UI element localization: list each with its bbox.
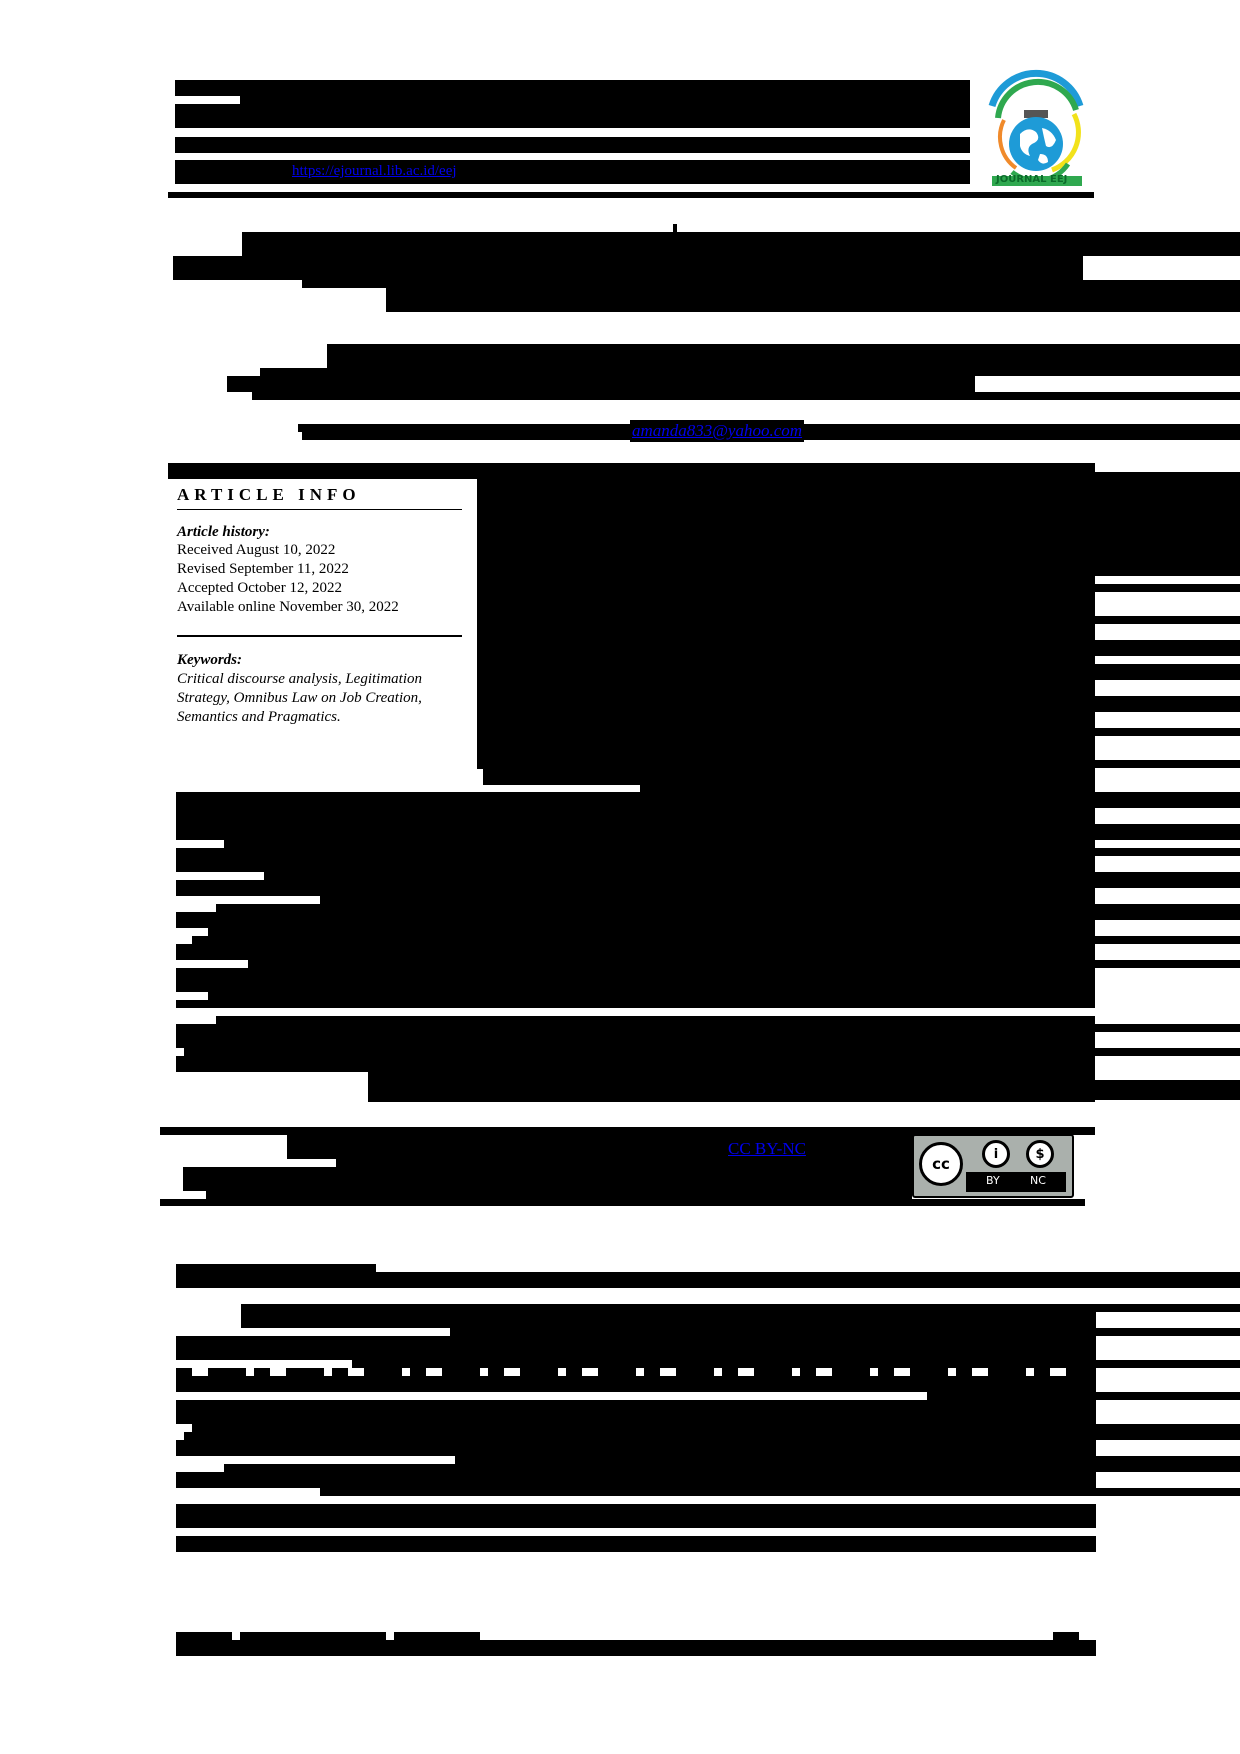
footer-redaction-2: [176, 1640, 1096, 1656]
license-text-4: [206, 1191, 912, 1199]
history-revised: Revised September 11, 2022: [177, 561, 349, 577]
abstract-lower-20: [368, 1072, 1095, 1080]
intro-line-17: [176, 1504, 1096, 1528]
abstract-lower-6: [320, 896, 1095, 904]
header-redaction-3: [240, 96, 970, 104]
abstract-redaction-right: [1095, 472, 1240, 576]
abstract-bottom-rule: [368, 1080, 1095, 1102]
abstract-lower-1: [176, 792, 1095, 840]
right-stripe-10: [1095, 1080, 1240, 1100]
article-info-heading: ARTICLE INFO: [177, 485, 361, 504]
author-names-2: [327, 352, 1240, 368]
abstract-lower-5: [176, 880, 1095, 896]
intro-line-0: [176, 1272, 1240, 1288]
abstract-lower-17: [176, 1024, 1095, 1048]
abstract-lower-2: [224, 840, 1095, 848]
intro-line-8: [927, 1392, 1240, 1400]
abstract-lower-8: [176, 912, 1095, 928]
email-link[interactable]: amanda833@yahoo.com: [632, 421, 803, 440]
abstract-lower-7: [216, 904, 1095, 912]
title-line-2b: [1083, 256, 1240, 280]
author-affil-2: [227, 376, 975, 392]
intro-line-4: [176, 1336, 1096, 1360]
abstract-r2: [1095, 616, 1240, 624]
intro-line-16: [320, 1488, 1240, 1496]
logo-caption: JOURNAL EEJ: [996, 174, 1068, 185]
intro-line-14: [224, 1464, 1240, 1472]
license-text-3: [183, 1167, 912, 1191]
intro-line-6: [176, 1368, 1096, 1376]
title-tick: [673, 224, 677, 232]
abstract-lower-19: [176, 1056, 1095, 1072]
intro-line-18: [176, 1536, 1096, 1552]
abstract-r6: [1095, 728, 1240, 736]
intro-line-10: [192, 1424, 1240, 1432]
history-received: Received August 10, 2022: [177, 542, 336, 558]
journal-url-link[interactable]: https://ejournal.lib.ac.id/eej: [290, 160, 459, 182]
article-info-panel: [175, 480, 465, 765]
intro-line-12: [176, 1440, 1096, 1456]
globe-icon: [982, 68, 1090, 188]
abstract-lower-4: [264, 872, 1095, 880]
abstract-tail-1: [483, 769, 1095, 785]
abstract-lower-13: [176, 968, 1095, 992]
by-attribution-icon: i: [982, 1140, 1010, 1168]
right-stripe-2: [1095, 824, 1240, 840]
abstract-r1: [1095, 584, 1240, 592]
title-line-1: [242, 232, 1240, 256]
journal-logo: [982, 68, 1090, 188]
intro-line-9: [176, 1400, 1096, 1424]
license-rule-bottom: [160, 1199, 1085, 1206]
keywords-line-3: Semantics and Pragmatics.: [177, 709, 341, 725]
abstract-redaction-main: [477, 479, 1095, 769]
nc-label: NC: [1030, 1174, 1046, 1187]
author-affil-1: [260, 368, 1240, 376]
license-text-2: [336, 1159, 912, 1167]
intro-line-7: [176, 1376, 1096, 1392]
keywords-label: Keywords:: [177, 652, 242, 668]
right-stripe-3: [1095, 848, 1240, 856]
article-history-label: Article history:: [177, 524, 270, 540]
abstract-top-rule: [168, 463, 1095, 479]
author-names: [327, 344, 1240, 352]
right-stripe-1: [1095, 792, 1240, 808]
article-info-rule-bottom: [177, 635, 462, 637]
section-heading: [176, 1264, 376, 1272]
intro-line-15: [176, 1472, 1096, 1488]
abstract-r3: [1095, 640, 1240, 656]
right-stripe-7: [1095, 960, 1240, 968]
abstract-lower-18: [184, 1048, 1095, 1056]
intro-line-2: [241, 1312, 1096, 1328]
cc-by-nc-link[interactable]: CC BY-NC: [728, 1139, 806, 1158]
title-line-4: [386, 288, 1240, 312]
abstract-lower-9: [208, 928, 1095, 936]
header-redaction-5: [175, 137, 970, 153]
cc-icon: cc: [919, 1142, 963, 1186]
article-info-rule-top: [177, 509, 462, 510]
abstract-lower-16: [216, 1016, 1095, 1024]
right-stripe-6: [1095, 936, 1240, 944]
right-stripe-9: [1095, 1048, 1240, 1056]
license-text-1: [287, 1135, 1000, 1159]
history-available-online: Available online November 30, 2022: [177, 599, 399, 615]
keywords-line-1: Critical discourse analysis, Legitimation: [177, 671, 423, 687]
header-redaction-1: [175, 80, 970, 96]
abstract-r7: [1095, 760, 1240, 768]
right-stripe-4: [1095, 872, 1240, 888]
intro-line-13: [455, 1456, 1240, 1464]
author-affil-3: [252, 392, 1240, 400]
by-label: BY: [986, 1174, 1000, 1187]
footer-page-number: [1053, 1632, 1079, 1640]
keywords-line-2: Strategy, Omnibus Law on Job Creation,: [177, 690, 422, 706]
abstract-lower-14: [208, 992, 1095, 1000]
abstract-lower-3: [176, 848, 1095, 872]
intro-line-11: [184, 1432, 1240, 1440]
intro-line-1: [241, 1304, 1240, 1312]
abstract-r4: [1095, 664, 1240, 680]
abstract-lower-11: [176, 944, 1095, 960]
cc-license-badge[interactable]: [912, 1134, 1074, 1198]
intro-line-5: [352, 1360, 1240, 1368]
right-stripe-8: [1095, 1024, 1240, 1032]
intro-line-3: [450, 1328, 1240, 1336]
title-line-2: [173, 256, 1083, 280]
non-commercial-icon: $: [1026, 1140, 1054, 1168]
abstract-lower-10: [192, 936, 1095, 944]
header-rule: [168, 192, 1094, 198]
history-accepted: Accepted October 12, 2022: [177, 580, 342, 596]
abstract-lower-12: [248, 960, 1095, 968]
header-redaction-4: [175, 104, 970, 128]
footer-redaction-1: [176, 1632, 480, 1640]
cc-label-strip: [966, 1172, 1066, 1192]
title-line-3: [302, 280, 1240, 288]
right-stripe-5: [1095, 904, 1240, 920]
abstract-lower-15: [176, 1000, 1095, 1008]
abstract-r5: [1095, 696, 1240, 712]
